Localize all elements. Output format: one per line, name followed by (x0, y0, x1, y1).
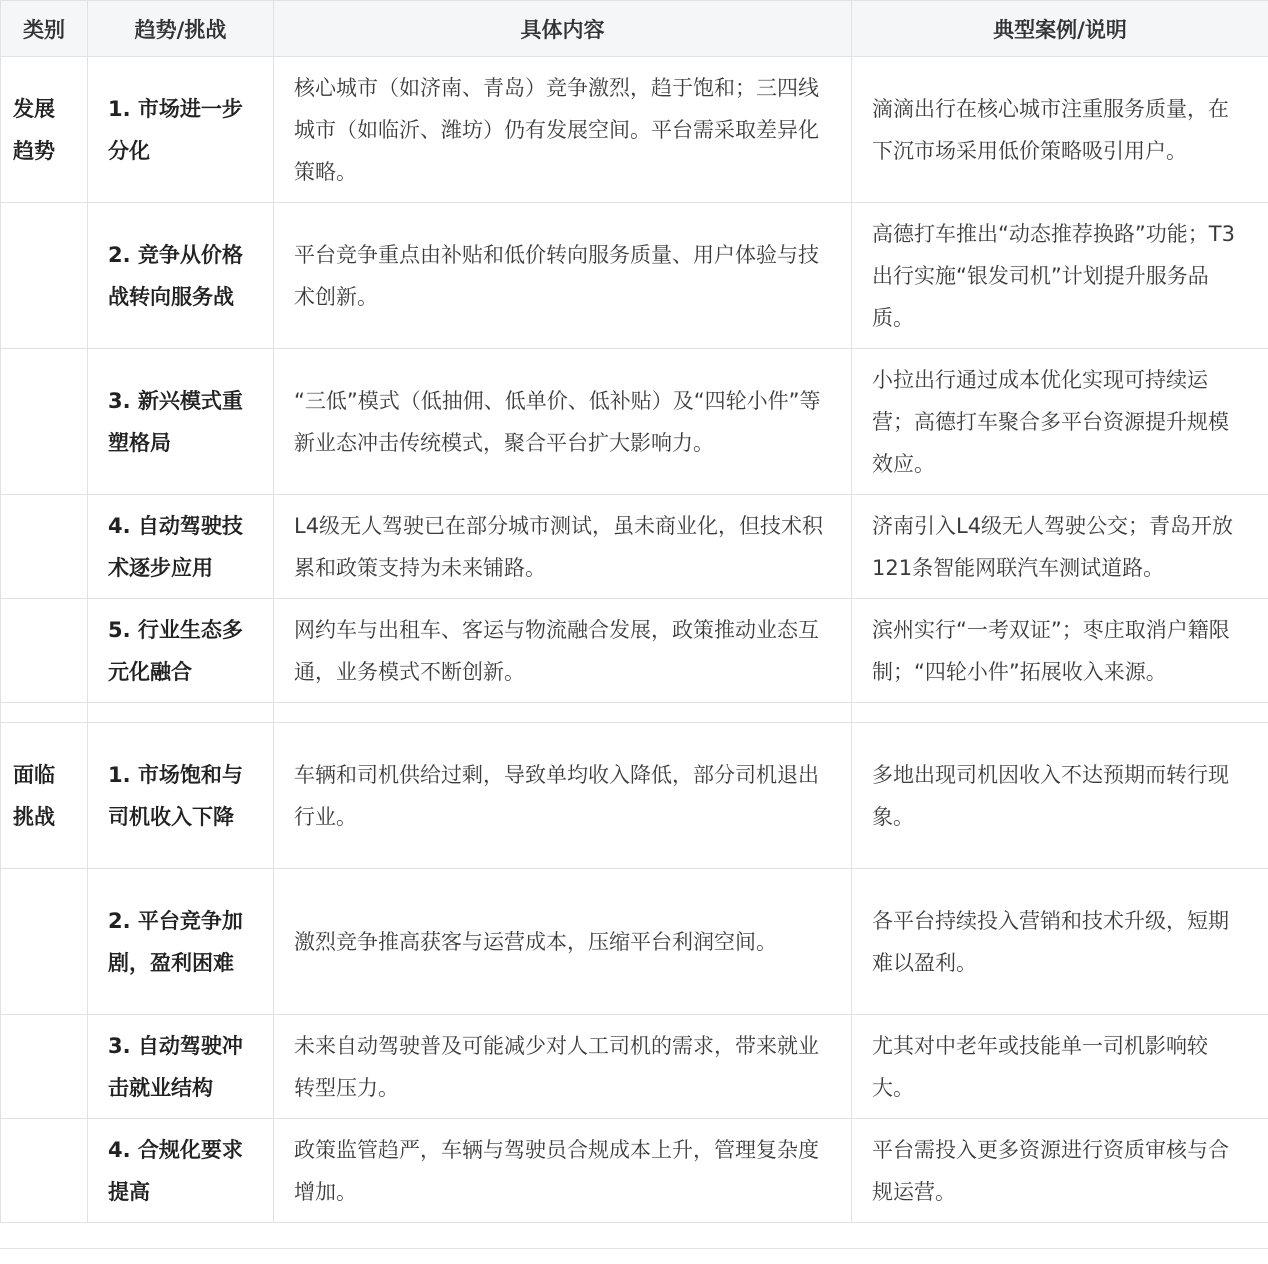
table-row (1, 1015, 1268, 1119)
trend-cell: 4. 自动驾驶技术逐步应用 (88, 495, 274, 599)
spacer-cell (1, 703, 88, 723)
trend-cell: 1. 市场进一步分化 (88, 57, 274, 203)
category-cell (1, 349, 88, 495)
table-row (1, 495, 1268, 599)
category-cell (1, 869, 88, 1015)
table-row (1, 1119, 1268, 1223)
category-cell: 面临挑战 (1, 723, 88, 869)
header-category: 类别 (1, 1, 88, 57)
spacer-cell (88, 703, 274, 723)
content-cell: 网约车与出租车、客运与物流融合发展，政策推动业态互通，业务模式不断创新。 (274, 599, 852, 703)
category-cell (1, 599, 88, 703)
example-cell: 各平台持续投入营销和技术升级，短期难以盈利。 (852, 869, 1268, 1015)
example-cell: 尤其对中老年或技能单一司机影响较大。 (852, 1015, 1268, 1119)
content-cell: 未来自动驾驶普及可能减少对人工司机的需求，带来就业转型压力。 (274, 1015, 852, 1119)
trend-cell: 2. 平台竞争加剧，盈利困难 (88, 869, 274, 1015)
trend-cell: 3. 自动驾驶冲击就业结构 (88, 1015, 274, 1119)
example-cell: 多地出现司机因收入不达预期而转行现象。 (852, 723, 1268, 869)
table-row (1, 203, 1268, 349)
example-cell: 滴滴出行在核心城市注重服务质量，在下沉市场采用低价策略吸引用户。 (852, 57, 1268, 203)
trend-cell: 2. 竞争从价格战转向服务战 (88, 203, 274, 349)
header-trend: 趋势/挑战 (88, 1, 274, 57)
content-cell: 激烈竞争推高获客与运营成本，压缩平台利润空间。 (274, 869, 852, 1015)
category-cell (1, 495, 88, 599)
content-cell: 平台竞争重点由补贴和低价转向服务质量、用户体验与技术创新。 (274, 203, 852, 349)
category-cell (1, 1119, 88, 1223)
example-cell: 小拉出行通过成本优化实现可持续运营；高德打车聚合多平台资源提升规模效应。 (852, 349, 1268, 495)
header-content: 具体内容 (274, 1, 852, 57)
table-row (1, 723, 1268, 869)
table-row (1, 599, 1268, 703)
content-cell: “三低”模式（低抽佣、低单价、低补贴）及“四轮小件”等新业态冲击传统模式，聚合平台扩大影响力。 (274, 349, 852, 495)
example-cell: 滨州实行“一考双证”；枣庄取消户籍限制；“四轮小件”拓展收入来源。 (852, 599, 1268, 703)
trend-cell: 4. 合规化要求提高 (88, 1119, 274, 1223)
category-cell (1, 1015, 88, 1119)
section-spacer-row (1, 703, 1268, 723)
content-cell: L4级无人驾驶已在部分城市测试，虽未商业化，但技术积累和政策支持为未来铺路。 (274, 495, 852, 599)
header-example: 典型案例/说明 (852, 1, 1268, 57)
spacer-cell (852, 703, 1268, 723)
content-cell: 核心城市（如济南、青岛）竞争激烈，趋于饱和；三四线城市（如临沂、潍坊）仍有发展空间。平台需采取差异化策略。 (274, 57, 852, 203)
category-cell: 发展趋势 (1, 57, 88, 203)
example-cell: 高德打车推出“动态推荐换路”功能；T3出行实施“银发司机”计划提升服务品质。 (852, 203, 1268, 349)
category-cell (1, 203, 88, 349)
content-cell: 车辆和司机供给过剩，导致单均收入降低，部分司机退出行业。 (274, 723, 852, 869)
trend-cell: 5. 行业生态多元化融合 (88, 599, 274, 703)
table-row (1, 349, 1268, 495)
spacer-cell (274, 703, 852, 723)
table-row (1, 869, 1268, 1015)
content-cell: 政策监管趋严，车辆与驾驶员合规成本上升，管理复杂度增加。 (274, 1119, 852, 1223)
table-bottom-divider (0, 1248, 1268, 1249)
trend-cell: 3. 新兴模式重塑格局 (88, 349, 274, 495)
table-header-row (1, 1, 1268, 57)
trend-cell: 1. 市场饱和与司机收入下降 (88, 723, 274, 869)
example-cell: 平台需投入更多资源进行资质审核与合规运营。 (852, 1119, 1268, 1223)
example-cell: 济南引入L4级无人驾驶公交；青岛开放121条智能网联汽车测试道路。 (852, 495, 1268, 599)
table-row (1, 57, 1268, 203)
